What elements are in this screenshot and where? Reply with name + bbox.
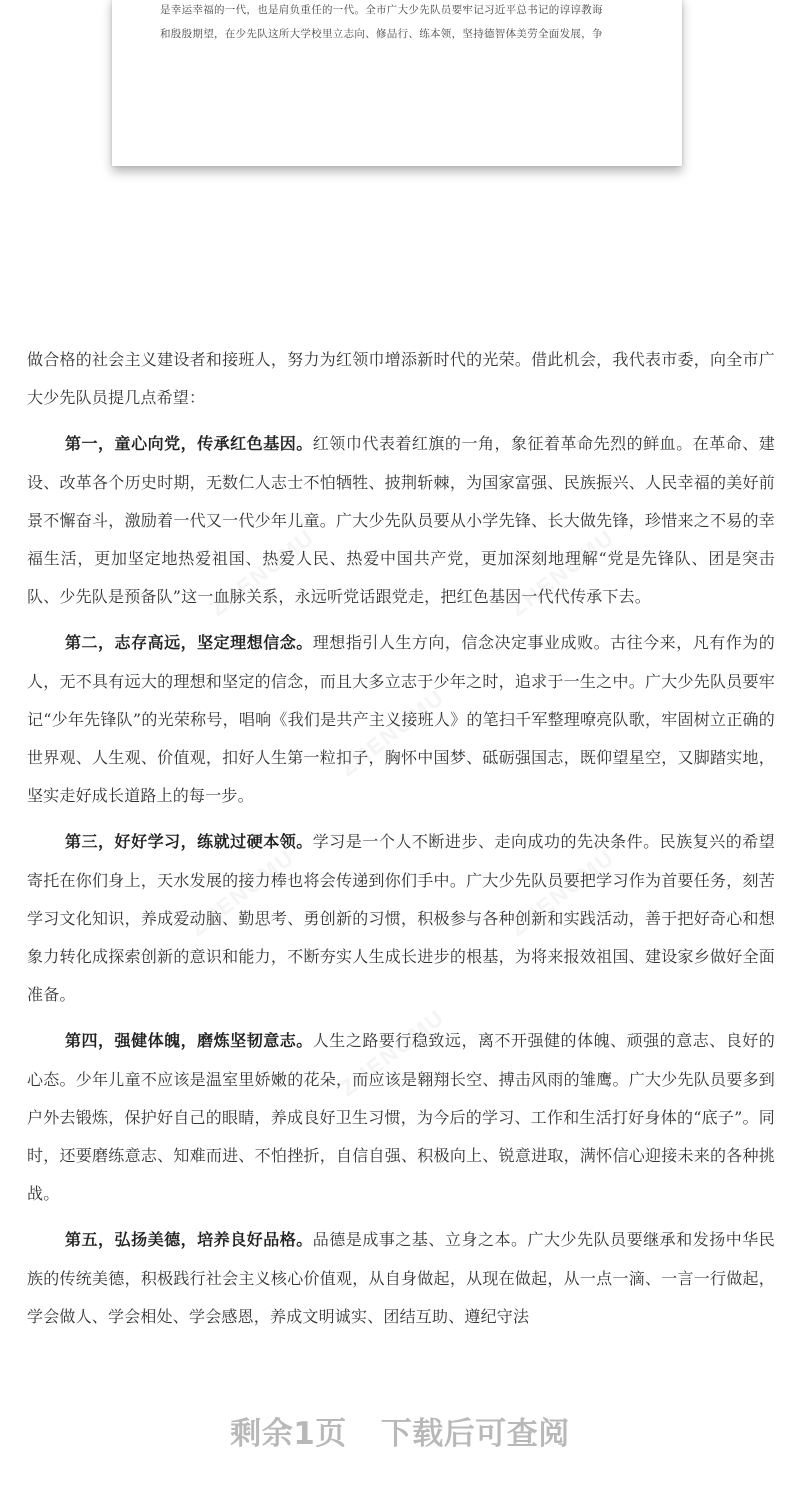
remaining-pages-banner[interactable]: [0, 1408, 800, 1453]
watermark: ZHENGMU: [505, 524, 620, 622]
download-to-view-link[interactable]: 下载后可查阅: [380, 1416, 570, 1452]
watermark: ZHENGMU: [185, 844, 300, 942]
watermark: ZHENGMU: [335, 1004, 450, 1102]
section-paragraph: [27, 624, 775, 815]
section-heading: 第一，童心向党，传承红色基因。: [65, 434, 313, 454]
section-heading: 第四，强健体魄，磨炼坚韧意志。: [65, 1031, 313, 1051]
section-paragraph: [27, 823, 775, 1014]
section-paragraph: [27, 1221, 775, 1336]
watermark: ZHENGMU: [505, 844, 620, 942]
remaining-pages-label: 剩余1页: [230, 1416, 347, 1452]
section-heading: 第三，好好学习，练就过硬本领。: [65, 832, 313, 852]
preview-text: [160, 0, 650, 46]
section-heading: 第五，弘扬美德，培养良好品格。: [65, 1230, 313, 1250]
section-text: 红领巾代表着红旗的一角，象征着革命先烈的鲜血。在革命、建设、改革各个历史时期，无数仁人志士不怕牺牲、披荆斩棘，为国家富强、民族振兴、人民幸福的美好前景不懈奋斗，激励着一代又一代少年儿童。广大少先队员要从小学先锋、长大做先锋，珍惜来之不易的幸福生活，更加坚定地热爱祖国、热爱人民、热爱中国共产党，更加深刻地理解“党是先锋队、团是突击队、少先队是预备队”这一血脉关系，永远听党话跟党走，把红色基因一代代传承下去。: [27, 434, 775, 607]
preview-line: 和殷殷期望，在少先队这所大学校里立志向、修品行、练本领，坚持德智体美劳全面发展，争: [160, 28, 603, 40]
preview-line: 是幸运幸福的一代，也是肩负重任的一代。全市广大少先队员要牢记习近平总书记的谆谆教诲: [160, 4, 603, 16]
section-text: 学习是一个人不断进步、走向成功的先决条件。民族复兴的希望寄托在你们身上，天水发展的接力棒也将会传递到你们手中。广大少先队员要把学习作为首要任务，刻苦学习文化知识，养成爱动脑、勤思考、勇创新的习惯，积极参与各种创新和实践活动，善于把好奇心和想象力转化成探索创新的意识和能力，不断夯实人生成长进步的根基，为将来报效祖国、建设家乡做好全面准备。: [27, 832, 775, 1005]
section-paragraph: [27, 1022, 775, 1213]
document-preview-card: [112, 0, 682, 166]
section-paragraph: [27, 425, 775, 616]
intro-paragraph: 做合格的社会主义建设者和接班人，努力为红领巾增添新时代的光荣。借此机会，我代表市委，向全市广大少先队员提几点希望：: [27, 350, 775, 408]
section-text: 理想指引人生方向，信念决定事业成败。古往今来，凡有作为的人，无不具有远大的理想和坚定的信念，而且大多立志于少年之时，追求于一生之中。广大少先队员要牢记“少年先锋队”的光荣称号，唱响《我们是共产主义接班人》的笔扫千军整理嘹亮队歌，牢固树立正确的世界观、人生观、价值观，扣好人生第一粒扣子，胸怀中国梦、砥砺强国志，既仰望星空，又脚踏实地，坚实走好成长道路上的每一步。: [27, 633, 775, 806]
section-heading: 第二，志存高远，坚定理想信念。: [65, 633, 313, 653]
section-text: 人生之路要行稳致远，离不开强健的体魄、顽强的意志、良好的心态。少年儿童不应该是温室里娇嫩的花朵，而应该是翱翔长空、搏击风雨的雏鹰。广大少先队员要多到户外去锻炼，保护好自己的眼睛，养成良好卫生习惯，为今后的学习、工作和生活打好身体的“底子”。同时，还要磨练意志、知难而进、不怕挫折，自信自强、积极向上、锐意进取，满怀信心迎接未来的各种挑战。: [27, 1031, 775, 1204]
watermark: ZHENGMU: [205, 524, 320, 622]
section-text: 品德是成事之基、立身之本。广大少先队员要继承和发扬中华民族的传统美德，积极践行社会主义核心价值观，从自身做起，从现在做起，从一点一滴、一言一行做起，学会做人、学会相处、学会感恩，养成文明诚实、团结互助、遵纪守法: [27, 1230, 775, 1326]
watermark: ZHENGMU: [335, 684, 450, 782]
document-body: [27, 341, 775, 1344]
